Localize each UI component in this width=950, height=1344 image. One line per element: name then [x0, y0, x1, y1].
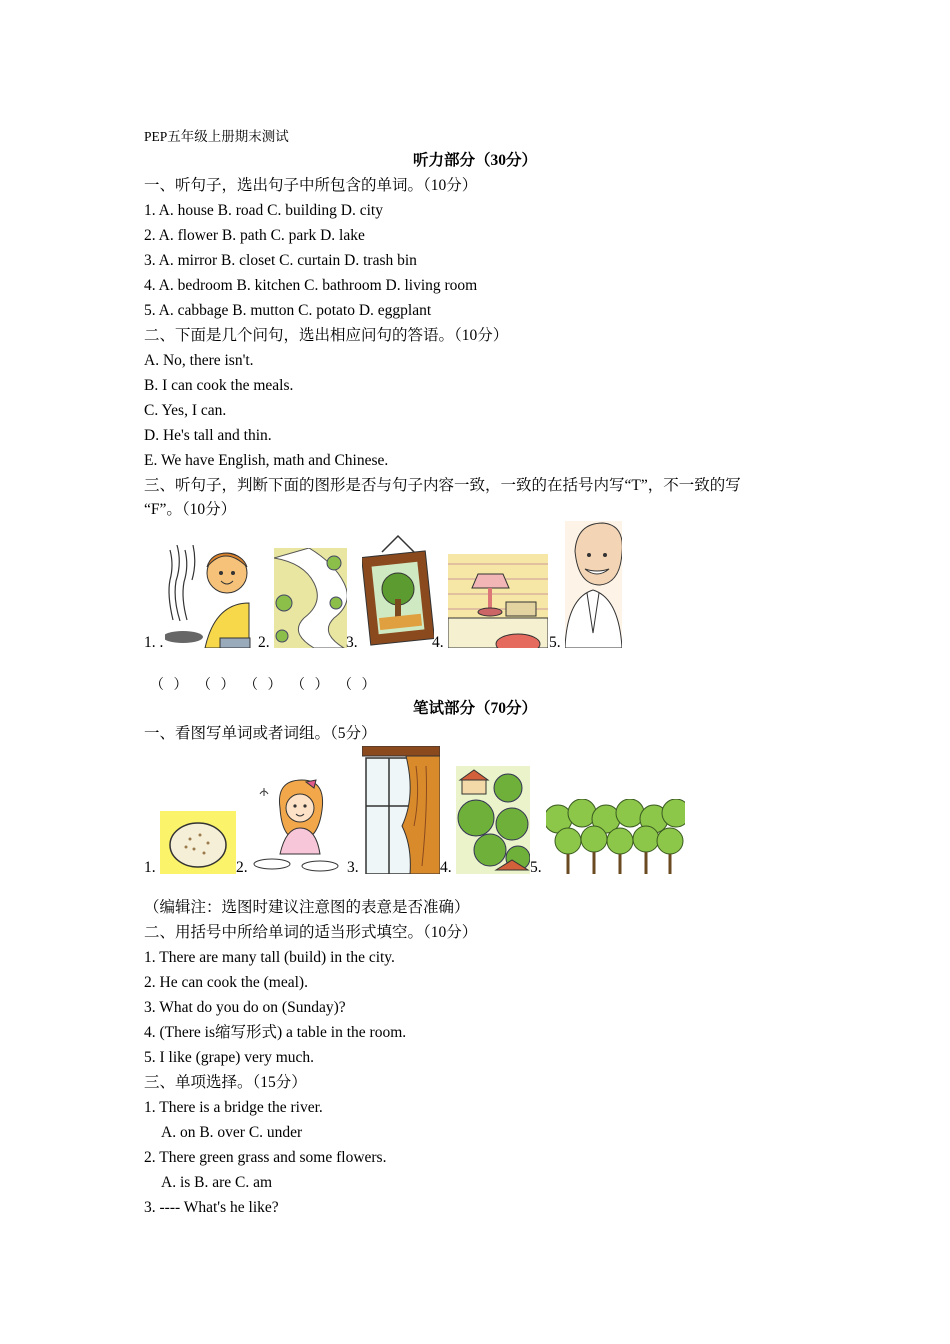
- smiling-man-image: [565, 521, 622, 648]
- writing-section-title: 笔试部分（70分）: [412, 700, 537, 717]
- answer-option: C. Yes, I can.: [144, 402, 227, 419]
- list-item: 4. A. bedroom B. kitchen C. bathroom D. living room: [144, 277, 478, 294]
- listening-part3-heading: 三、听句子，判断下面的图形是否与句子内容一致，一致的在括号内写“T”，不一致的写: [144, 477, 741, 494]
- picture-label: 4.: [432, 634, 444, 651]
- document-header: PEP五年级上册期末测试: [144, 129, 289, 144]
- picture-label: 5.: [549, 634, 561, 651]
- list-item: 5. I like (grape) very much.: [144, 1049, 315, 1066]
- listening-part2-heading: 二、下面是几个问句，选出相应问句的答语。（10分）: [144, 327, 509, 344]
- picture-label: 2.: [258, 634, 270, 651]
- winding-path-image: [274, 548, 347, 648]
- list-item: 1. There are many tall (build) in the city.: [144, 949, 395, 966]
- bread-image: [160, 811, 236, 874]
- picture-label: 2.: [236, 859, 248, 876]
- window-curtain-image: [362, 746, 440, 874]
- question: 3. ---- What's he like?: [144, 1199, 279, 1216]
- answer-option: B. I can cook the meals.: [144, 377, 294, 394]
- desk-with-lamp-image: [448, 554, 548, 648]
- picture-label: 5.: [530, 859, 542, 876]
- listening-section-title: 听力部分（30分）: [412, 152, 537, 169]
- question: 1. There is a bridge the river.: [144, 1099, 323, 1116]
- list-item: 1. A. house B. road C. building D. city: [144, 202, 383, 219]
- list-item: 3. What do you do on (Sunday)?: [144, 999, 346, 1016]
- listening-part1-heading: 一、听句子，选出句子中所包含的单词。（10分）: [144, 177, 478, 194]
- answer-option: D. He's tall and thin.: [144, 427, 272, 444]
- writing-part1-heading: 一、看图写单词或者词组。（5分）: [144, 725, 377, 742]
- list-item: 2. He can cook the (meal).: [144, 974, 308, 991]
- picture-label: 3.: [346, 634, 358, 651]
- list-item: 2. A. flower B. path C. park D. lake: [144, 227, 365, 244]
- listening-part3-heading-cont: “F”。（10分）: [144, 501, 237, 518]
- houses-and-trees-image: [456, 766, 530, 874]
- girl-with-plates-image: [250, 778, 344, 874]
- list-item: 4. (There is缩写形式) a table in the room.: [144, 1024, 407, 1041]
- question-options: A. on B. over C. under: [161, 1124, 303, 1141]
- writing-part3-heading: 三、单项选择。（15分）: [144, 1074, 307, 1091]
- girl-cooking-image: [165, 545, 254, 648]
- picture-label: 1. .: [144, 634, 164, 651]
- picture-label: 1.: [144, 859, 156, 876]
- answer-option: E. We have English, math and Chinese.: [144, 452, 389, 469]
- question: 2. There green grass and some flowers.: [144, 1149, 387, 1166]
- forest-image: [546, 799, 685, 874]
- list-item: 5. A. cabbage B. mutton C. potato D. eggplant: [144, 302, 432, 319]
- picture-label: 3.: [347, 859, 359, 876]
- answer-option: A. No, there isn't.: [144, 352, 254, 369]
- question-options: A. is B. are C. am: [161, 1174, 273, 1191]
- answer-blanks: （ ） （ ） （ ） （ ） （ ）: [150, 678, 376, 693]
- list-item: 3. A. mirror B. closet C. curtain D. trash bin: [144, 252, 417, 269]
- writing-part2-heading: 二、用括号中所给单词的适当形式填空。（10分）: [144, 924, 478, 941]
- framed-tree-painting-image: [362, 534, 434, 648]
- editor-note: （编辑注：选图时建议注意图的表意是否准确）: [144, 899, 470, 916]
- picture-label: 4.: [440, 859, 452, 876]
